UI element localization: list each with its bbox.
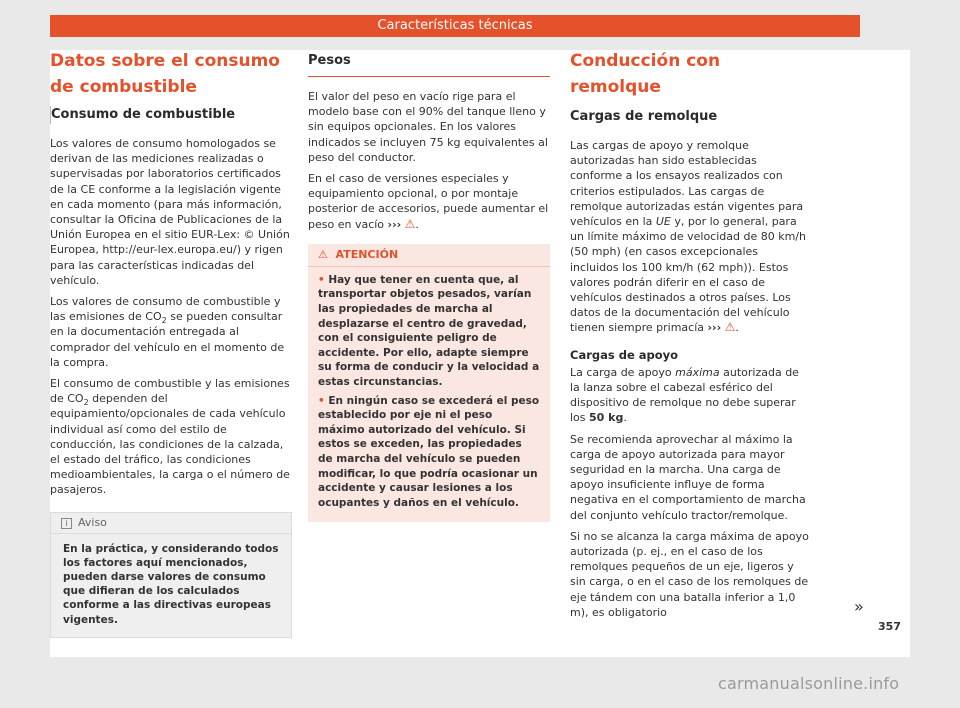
text: se pueden consultar en la documentación entregada al comprador del vehículo en el momento de la compra. <box>50 310 285 369</box>
subscript: 2 <box>83 398 89 408</box>
paragraph: Las cargas de apoyo y remolque autorizadas han sido establecidas conforme a los ensayos realizados con criterios estipulados. Las cargas de remolque autorizadas están vigentes para vehículos en la UE y, por lo general, para un límite máximo de velocidad de 80 km/h (50 mph) (en casos excepcionales incluidos los 100 km/h (62 mph)). Estos valores podrán diferir en el caso de vehículos destinados a otros países. Los datos de la documentación del vehículo tienen siempre primacía ››› ⚠. <box>570 139 806 335</box>
subheading-fuel <box>50 106 292 124</box>
warning-body <box>308 267 550 523</box>
column-weights <box>308 48 550 522</box>
paragraph <box>50 376 292 498</box>
text: y, por lo general, para un límite máximo de velocidad de 80 km/h (50 mph) (en casos excepcionales incluidos los 100 km/h (62 mph)). Estos valores podrán diferir en el caso de vehículos destinados a otros países. Los datos de la documentación del vehículo tienen siempre primacía <box>570 215 806 335</box>
paragraph: Los valores de consumo homologados se derivan de las mediciones realizadas o supervisadas por laboratorios certificados de la CE conforme a la legislación vigente en cada momento (para más información, consultar la Oficina de Publicaciones de la Unión Europea en el sitio EUR-Lex: © Unión Europea, http://eur-lex.europa.eu/) y rigen para las características indicadas del vehículo. <box>50 137 290 287</box>
paragraph: Si no se alcanza la carga máxima de apoyo autorizada (p. ej., en el caso de los remolques pequeños de un eje, ligeros y sin carga, o en el caso de los remolques de eje tándem con una batalla inferior a 1,0 m), es obligatorio <box>570 529 809 619</box>
text: En el caso de versiones especiales y equipamiento opcional, o por montaje posterior de accesorios, puede aumentar el peso en vacío <box>308 172 549 231</box>
notice-box <box>50 512 292 638</box>
subheading-fuel-text: Consumo de combustible <box>51 107 236 122</box>
subheading-towing: Cargas de remolque <box>570 109 718 124</box>
subheading-support-load: Cargas de apoyo <box>570 347 679 362</box>
text-strong: 50 kg <box>589 411 624 425</box>
column-fuel <box>50 48 292 638</box>
text: La carga de apoyo <box>570 365 676 379</box>
info-icon: i <box>61 518 72 529</box>
warning-text: Hay que tener en cuenta que, al transportar objetos pesados, varían las propiedades de marcha al desplazarse el centro de gravedad, con el consiguiente peligro de accidente. Por ello, adapte siempre su forma de conducir y la velocidad a estas circunstancias. <box>318 273 540 388</box>
notice-header <box>51 513 291 534</box>
heading-weights: Pesos <box>308 52 550 77</box>
reference-arrows[interactable]: ››› <box>707 321 722 335</box>
text: El consumo de combustible y las emisiones de CO <box>50 377 290 406</box>
paragraph <box>570 365 810 426</box>
warning-title: ATENCIÓN <box>335 247 399 261</box>
warning-box <box>308 244 550 523</box>
text-emphasis: máxima <box>675 365 720 379</box>
paragraph <box>50 294 292 370</box>
text: Las cargas de apoyo y remolque autorizadas han sido establecidas conforme a los ensayos realizados con criterios estipulados. Las cargas de remolque autorizadas están vigentes para vehículos en la <box>570 139 804 229</box>
paragraph: Se recomienda aprovechar al máximo la carga de apoyo autorizada para mayor seguridad en la marcha. Una carga de apoyo insuficiente influye de forma negativa en el comportamiento de marcha del conjunto vehículo tractor/remolque. <box>570 432 806 522</box>
watermark: carmanualsonline.info <box>718 674 900 693</box>
column-towing <box>570 48 810 626</box>
warning-triangle-icon: ⚠ <box>404 216 416 231</box>
bullet-icon: • <box>318 394 325 407</box>
subscript: 2 <box>161 316 167 326</box>
warning-triangle-icon: ⚠ <box>318 247 328 261</box>
bullet-icon: • <box>318 273 325 286</box>
notice-text: En la práctica, y considerando todos los factores aquí mencionados, pueden darse valores de consumo que difieran de los calculados conforme a las directivas europeas vigentes. <box>63 542 279 626</box>
warning-triangle-icon: ⚠ <box>724 320 736 335</box>
text-emphasis: UE <box>655 215 671 229</box>
paragraph: El valor del peso en vacío rige para el modelo base con el 90% del tanque lleno y sin equipos opcionales. En los valores indicados se incluyen 75 kg equivalentes al peso del conductor. <box>308 90 548 164</box>
text: autorizada de la lanza sobre el cabezal esférico del dispositivo de remolque no debe superar los <box>570 365 799 425</box>
reference-arrows[interactable]: ››› <box>387 217 402 231</box>
warning-text: En ningún caso se excederá el peso establecido por eje ni el peso máximo autorizado del vehículo. Si estos se exceden, las propiedades de marcha del vehículo se pueden modificar, lo que podría ocasionar un accidente y causar lesiones a los ocupantes y daños en el vehículo. <box>318 394 540 509</box>
continue-arrow: » <box>854 597 864 616</box>
paragraph: En el caso de versiones especiales y equipamiento opcional, o por montaje posterior de accesorios, puede aumentar el peso en vacío ››› ⚠. <box>308 172 549 231</box>
heading-towing: Conducción con remolque <box>570 51 721 97</box>
warning-item <box>318 394 540 511</box>
warning-header <box>308 244 550 267</box>
text: . <box>623 411 627 425</box>
text: Los valores de consumo de combustible y las emisiones de CO <box>50 295 281 324</box>
page-number: 357 <box>878 620 901 633</box>
heading-fuel: Datos sobre el consumo de combustible <box>50 51 280 97</box>
warning-item <box>318 273 540 390</box>
text: dependen del equipamiento/opcionales de cada vehículo individual así como del estilo de conducción, las condiciones de la calzada, el estado del tráfico, las condiciones medioambientales, la carga o el número de pasajeros. <box>50 392 290 497</box>
notice-title: Aviso <box>78 515 107 529</box>
section-header: Características técnicas <box>50 15 860 37</box>
